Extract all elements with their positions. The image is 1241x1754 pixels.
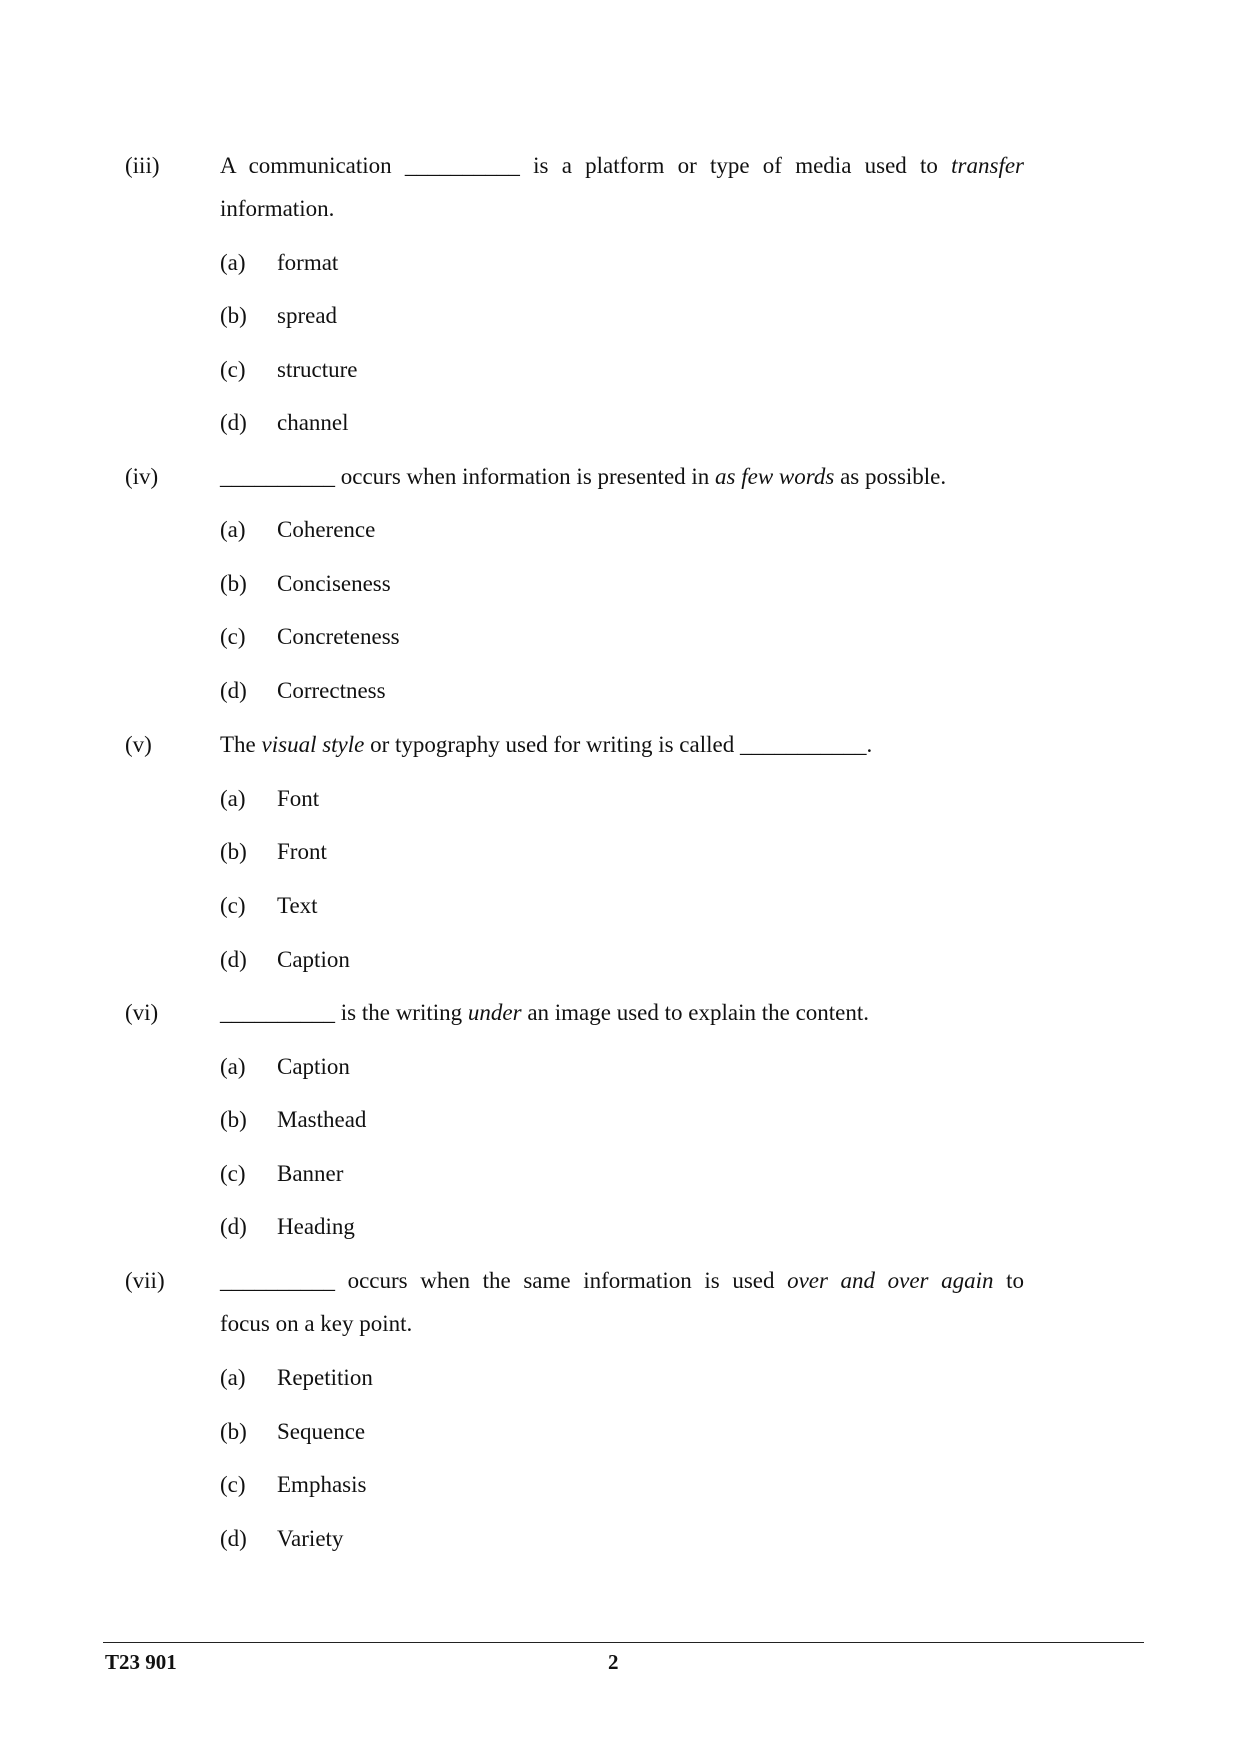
option-text: Emphasis bbox=[277, 1472, 367, 1497]
question-stem bbox=[220, 463, 946, 491]
option-label: (c) bbox=[220, 893, 246, 918]
option-text: Heading bbox=[277, 1214, 355, 1239]
question-stem-emphasis: over and over again bbox=[787, 1268, 994, 1293]
option-label: (d) bbox=[220, 947, 247, 972]
question-stem bbox=[220, 152, 1024, 180]
question-number: (v) bbox=[125, 732, 152, 757]
question-stem-text: as possible. bbox=[834, 464, 947, 489]
page-number: 2 bbox=[608, 1650, 619, 1674]
option-text: Conciseness bbox=[277, 571, 391, 596]
option-label: (c) bbox=[220, 357, 246, 382]
question-number: (vii) bbox=[125, 1268, 165, 1293]
option-text: Repetition bbox=[277, 1365, 373, 1390]
question-stem-emphasis: as few words bbox=[715, 464, 835, 489]
option-text: Caption bbox=[277, 947, 350, 972]
option-text: Masthead bbox=[277, 1107, 367, 1132]
option-label: (b) bbox=[220, 303, 247, 328]
question-stem-continuation: information. bbox=[220, 196, 335, 221]
option-text: format bbox=[277, 250, 339, 275]
option-label: (c) bbox=[220, 1472, 246, 1497]
option-label: (a) bbox=[220, 1054, 246, 1079]
option-text: Text bbox=[277, 893, 318, 918]
option-text: Caption bbox=[277, 1054, 350, 1079]
option-text: Banner bbox=[277, 1161, 344, 1186]
option-label: (a) bbox=[220, 1365, 246, 1390]
option-label: (a) bbox=[220, 786, 246, 811]
option-label: (c) bbox=[220, 624, 246, 649]
question-stem-text: __________ is the writing bbox=[220, 1000, 468, 1025]
question-number: (iii) bbox=[125, 153, 160, 178]
option-text: Sequence bbox=[277, 1419, 366, 1444]
question-stem-continuation: focus on a key point. bbox=[220, 1311, 413, 1336]
question-number: (iv) bbox=[125, 464, 159, 489]
question-stem-emphasis: transfer bbox=[951, 153, 1024, 178]
option-label: (d) bbox=[220, 678, 247, 703]
question-stem-text: The bbox=[220, 732, 262, 757]
option-label: (b) bbox=[220, 571, 247, 596]
option-text: Coherence bbox=[277, 517, 376, 542]
option-label: (a) bbox=[220, 250, 246, 275]
question-stem bbox=[220, 999, 869, 1027]
question-number: (vi) bbox=[125, 1000, 159, 1025]
question-stem-emphasis: visual style bbox=[261, 732, 365, 757]
option-text: Font bbox=[277, 786, 320, 811]
option-label: (d) bbox=[220, 1526, 247, 1551]
question-stem-emphasis: under bbox=[467, 1000, 522, 1025]
option-label: (c) bbox=[220, 1161, 246, 1186]
question-stem-text: an image used to explain the content. bbox=[521, 1000, 870, 1025]
option-label: (a) bbox=[220, 517, 246, 542]
option-text: Variety bbox=[277, 1526, 344, 1551]
option-label: (d) bbox=[220, 1214, 247, 1239]
option-label: (b) bbox=[220, 1107, 247, 1132]
question-stem-text: A communication __________ is a platform or type of media used to bbox=[220, 153, 952, 178]
footer-divider bbox=[103, 1642, 1144, 1643]
option-label: (b) bbox=[220, 839, 247, 864]
option-text: channel bbox=[277, 410, 349, 435]
question-stem-text: or typography used for writing is called ___________. bbox=[364, 732, 873, 757]
option-text: Front bbox=[277, 839, 327, 864]
paper-code: T23 901 bbox=[105, 1650, 177, 1674]
option-text: Correctness bbox=[277, 678, 386, 703]
question-stem-text: __________ occurs when information is presented in bbox=[220, 464, 716, 489]
option-label: (b) bbox=[220, 1419, 247, 1444]
option-text: spread bbox=[277, 303, 338, 328]
question-stem-text: __________ occurs when the same information is used bbox=[220, 1268, 788, 1293]
question-stem bbox=[220, 731, 872, 759]
question-stem bbox=[220, 1267, 1024, 1295]
option-label: (d) bbox=[220, 410, 247, 435]
question-stem-text: to bbox=[993, 1268, 1024, 1293]
option-text: structure bbox=[277, 357, 358, 382]
option-text: Concreteness bbox=[277, 624, 400, 649]
